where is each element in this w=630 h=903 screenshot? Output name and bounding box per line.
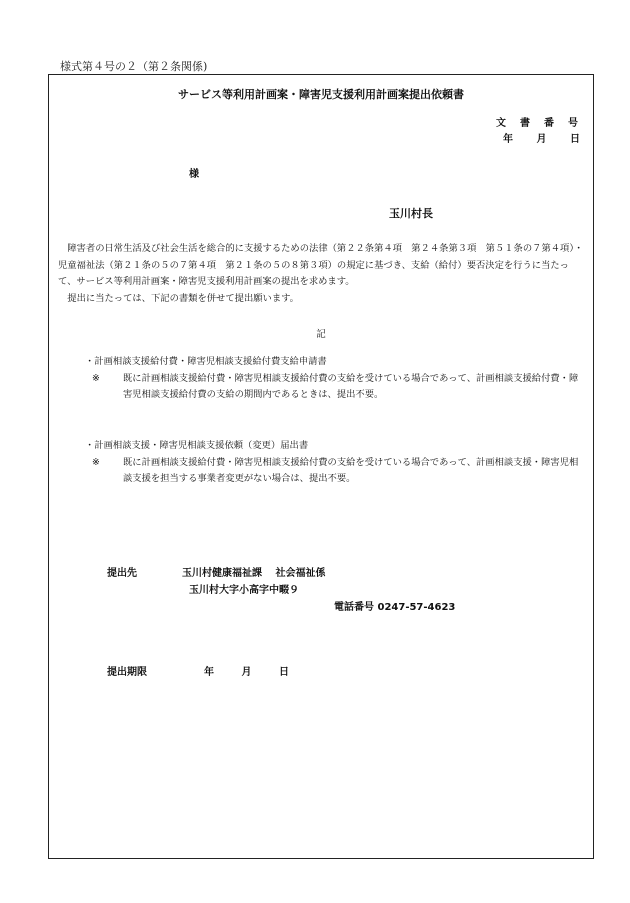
note-text: 既に計画相談支援給付費・障害児相談支援給付費の支給を受けている場合であって、計画相談支援給付費・障害児相談支援給付費の支給の期間内であるときは、提出不要。 [123,372,579,400]
deadline-month-label: 月 [241,667,252,678]
issue-date [503,130,580,145]
date-year-label: 年 [503,134,514,145]
required-document-item [85,438,582,488]
form-number: 様式第４号の２（第２条関係) [60,60,208,73]
destination-department: 玉川村健康福祉課 社会福祉係 [182,568,326,579]
destination-phone: 電話番号 0247-57-4623 [334,602,456,613]
note-mark: ※ [92,372,100,384]
required-document-item [85,354,582,404]
document-frame [48,74,594,859]
deadline-date [204,663,289,678]
date-month-label: 月 [536,134,547,145]
item-head: ・計画相談支援・障害児相談支援依頼（変更）届出書 [85,440,309,451]
addressee-suffix: 様 [189,169,199,180]
deadline-day-label: 日 [278,667,289,678]
document-title: サービス等利用計画案・障害児支援利用計画案提出依頼書 [178,88,464,101]
note-mark: ※ [92,456,100,468]
ki-heading: 記 [316,329,326,340]
document-number-label: 文 書 番 号 [496,118,580,129]
destination-label: 提出先 [107,568,137,579]
body-paragraph: 障害者の日常生活及び社会生活を総合的に支援するための法律（第２２条第４項 第２４条第３項 第５１条の７第４項）・児童福祉法（第２１条の５の７第４項 第２１条の５の８第３項）の規定に基づき、支給（給付）要否決定を行うに当たって、サービス等利用計画案・障害児支援利用計画案の提出を求めます。 [58,243,584,287]
item-head: ・計画相談支援給付費・障害児相談支援給付費支給申請書 [85,356,327,367]
body-text [58,241,584,307]
item-note [85,455,582,488]
body-paragraph: 提出に当たっては、下記の書類を併せて提出願います。 [67,292,299,304]
item-note [85,371,582,404]
destination-address: 玉川村大字小高字中畷９ [189,585,299,596]
sender-name: 玉川村長 [389,207,433,220]
note-text: 既に計画相談支援給付費・障害児相談支援給付費の支給を受けている場合であって、計画相談支援・障害児相談支援を担当する事業者変更がない場合は、提出不要。 [123,456,579,484]
deadline-label: 提出期限 [107,667,147,678]
date-day-label: 日 [570,134,580,145]
deadline-year-label: 年 [204,667,214,678]
